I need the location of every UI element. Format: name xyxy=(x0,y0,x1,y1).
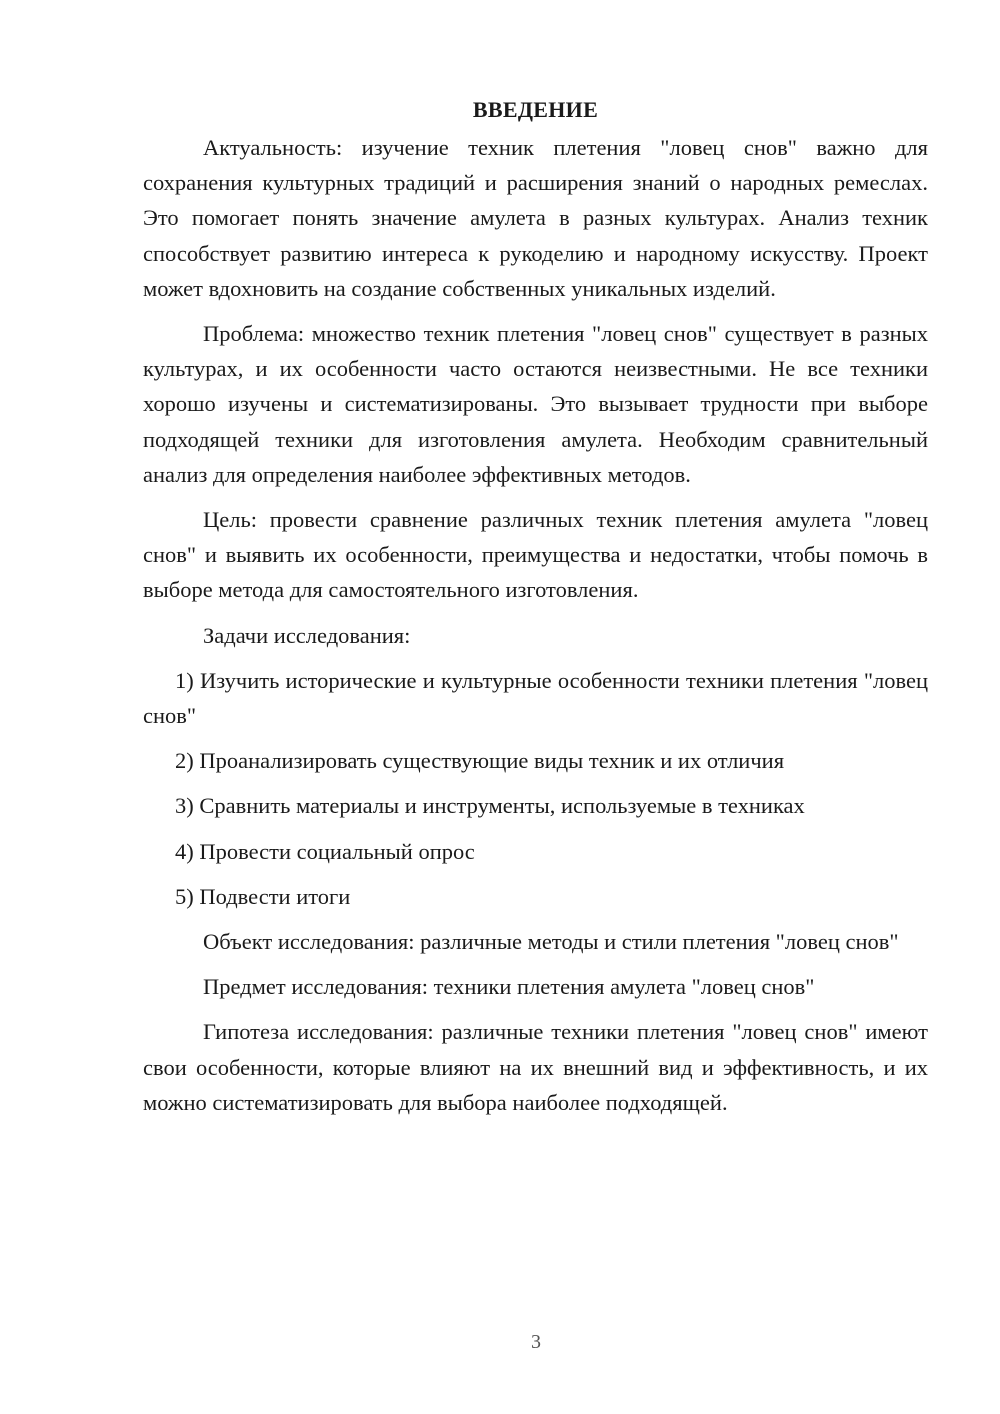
subject-paragraph: Предмет исследования: техники плетения амулета "ловец снов" xyxy=(203,974,815,1000)
object-paragraph: Объект исследования: различные методы и стили плетения "ловец снов" xyxy=(203,929,899,955)
document-body xyxy=(143,92,928,1120)
task-item-5: 5) Подвести итоги xyxy=(175,883,351,909)
page-title: ВВЕДЕНИЕ xyxy=(472,97,599,122)
task-item-4: 4) Провести социальный опрос xyxy=(175,838,475,864)
problem-paragraph: Проблема: множество техник плетения "ловец снов" существует в разных культурах, и их особенности часто остаются неизвестными. Не все техники хорошо изучены и систематизированы. Это вызывает трудности при выборе подходящей техники для изготовления амулета. Необходим сравнительный анализ для определения наиболее эффективных методов. xyxy=(143,321,928,487)
task-item-2: 2) Проанализировать существующие виды техник и их отличия xyxy=(175,748,785,774)
task-item-1: 1) Изучить исторические и культурные особенности техники плетения "ловец снов" xyxy=(143,667,928,729)
tasks-heading: Задачи исследования: xyxy=(203,622,411,648)
hypothesis-paragraph: Гипотеза исследования: различные техники плетения "ловец снов" имеют свои особенности, которые влияют на их внешний вид и эффективность, и их можно систематизировать для выбора наиболее подходящей. xyxy=(143,1019,928,1115)
relevance-paragraph: Актуальность: изучение техник плетения "ловец снов" важно для сохранения культурных традиций и расширения знаний о народных ремеслах. Это помогает понять значение амулета в разных культурах. Анализ техник способствует развитию интереса к рукоделию и народному искусству. Проект может вдохновить на создание собственных уникальных изделий. xyxy=(143,135,928,301)
task-item-3: 3) Сравнить материалы и инструменты, используемые в техниках xyxy=(175,793,805,819)
page-number: 3 xyxy=(531,1331,541,1353)
goal-paragraph: Цель: провести сравнение различных техник плетения амулета "ловец снов" и выявить их особенности, преимущества и недостатки, чтобы помочь в выборе метода для самостоятельного изготовления. xyxy=(143,507,928,603)
